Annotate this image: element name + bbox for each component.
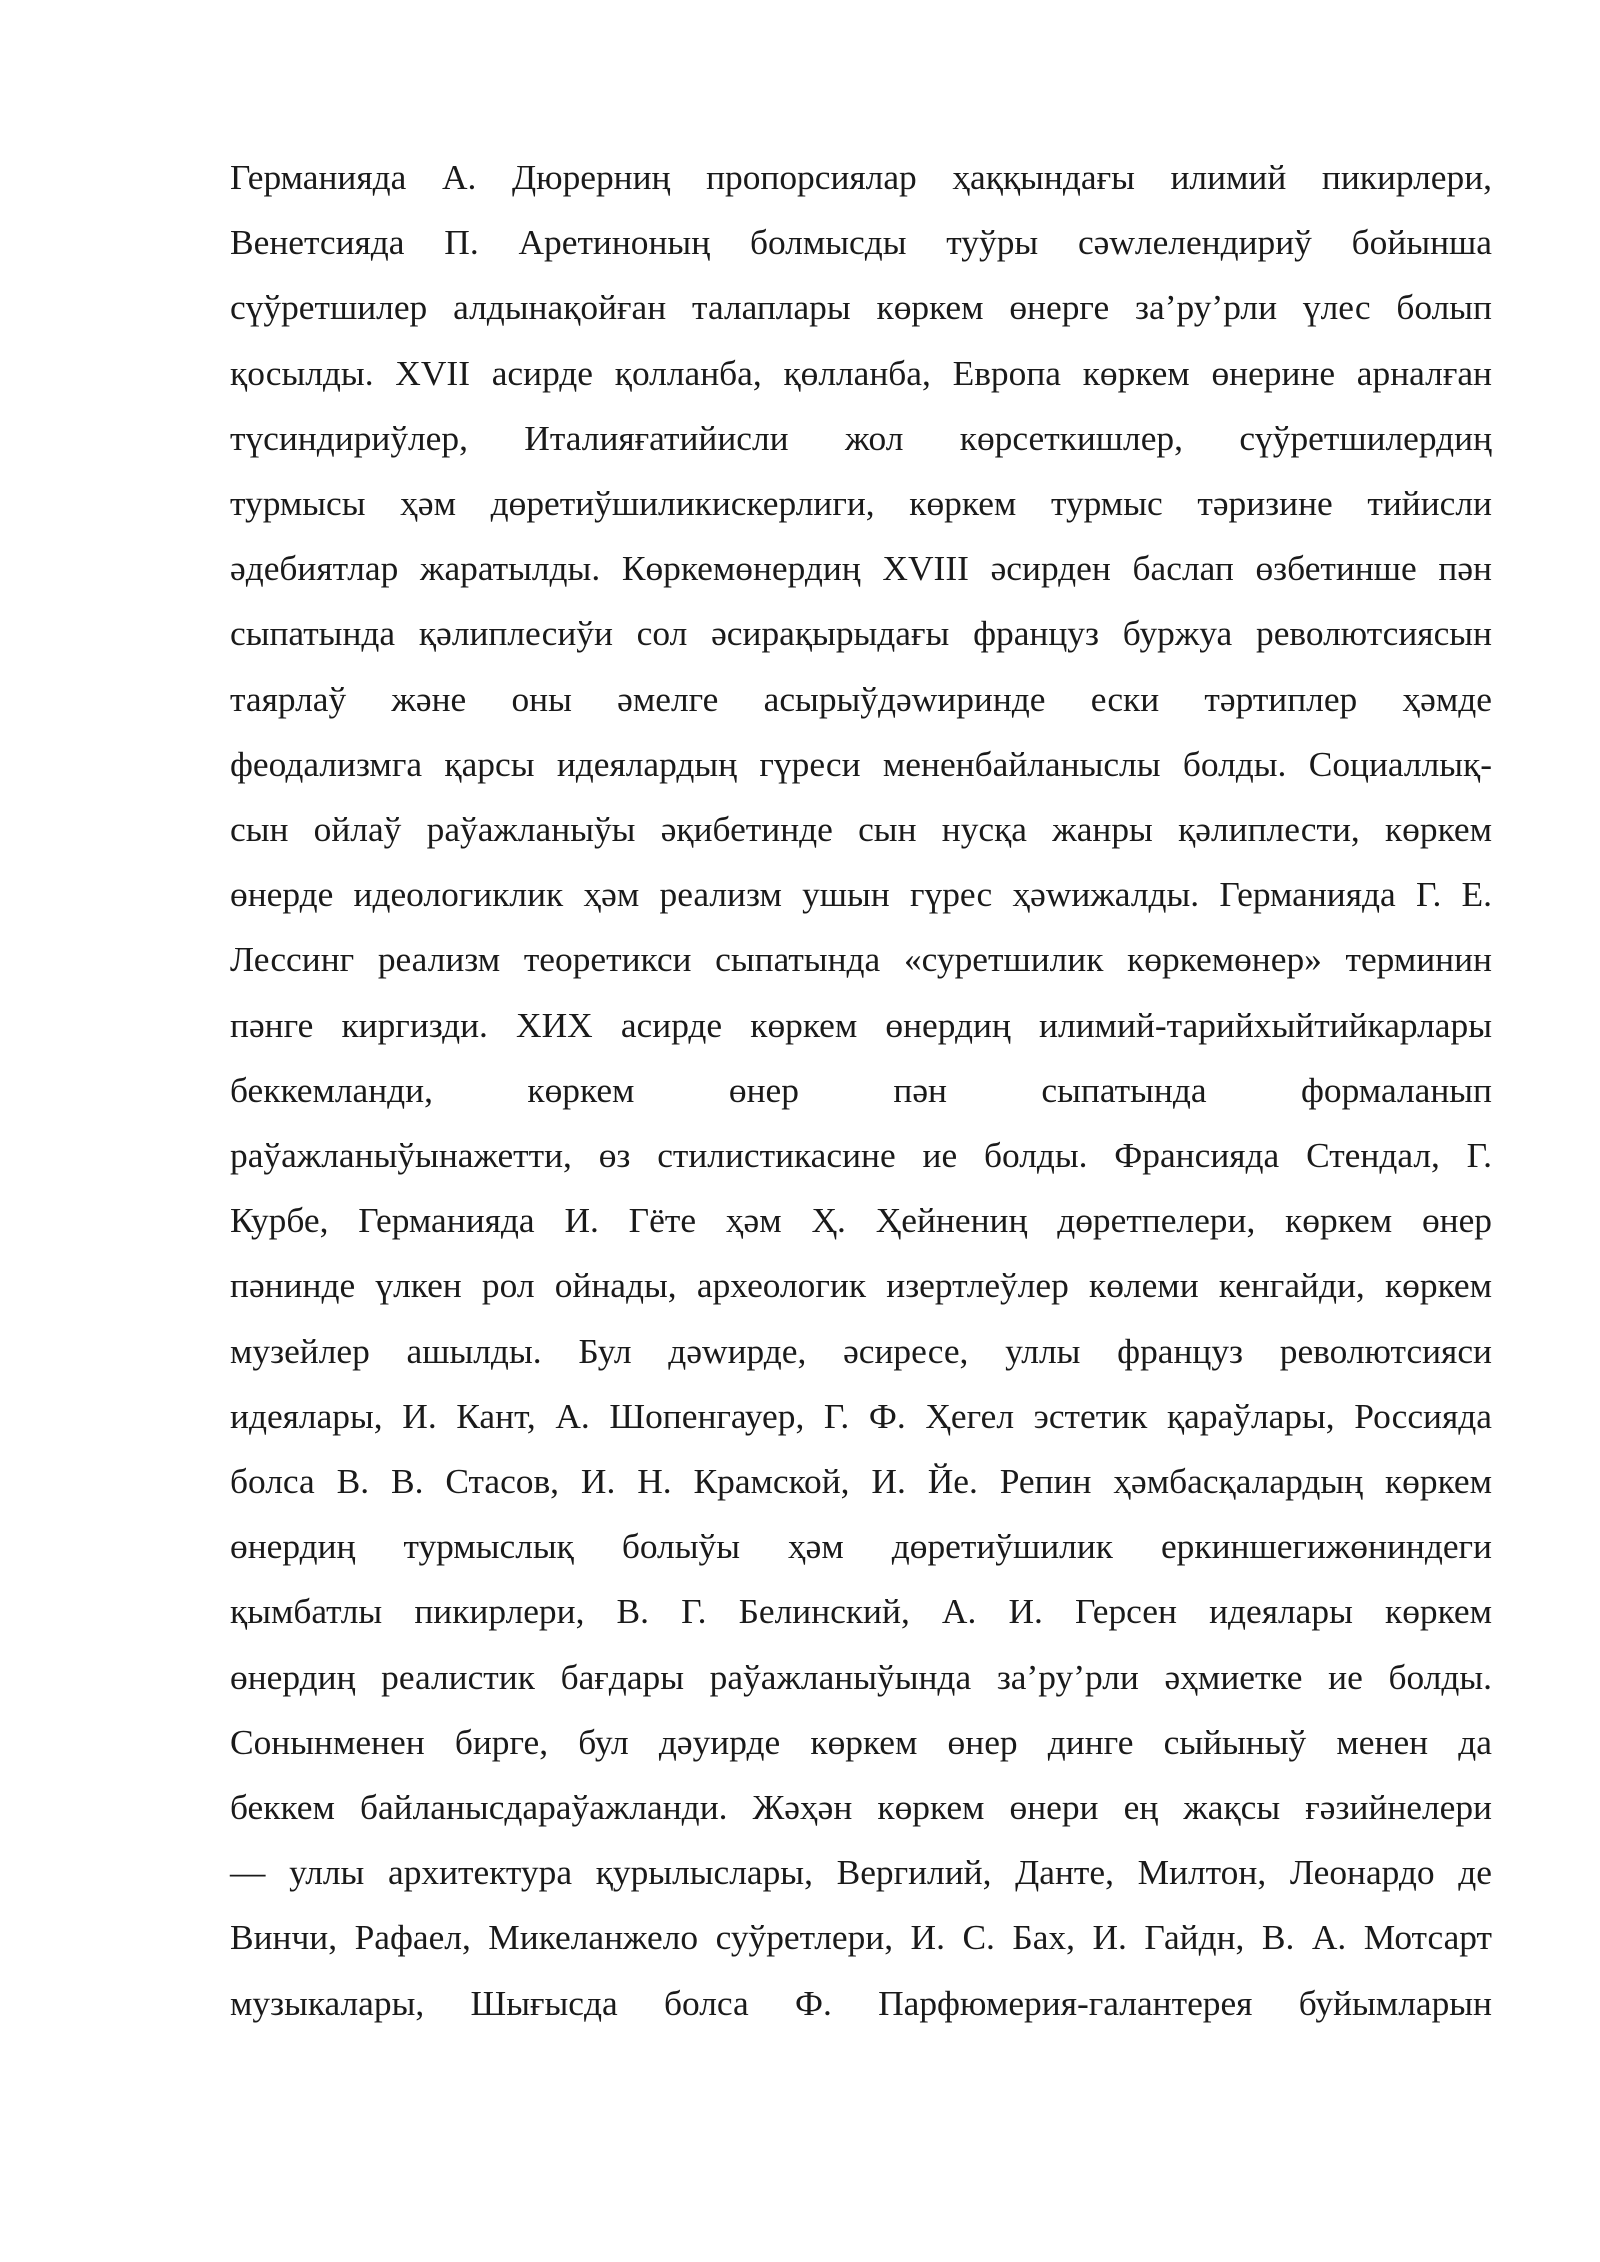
text-line: қосылды. XVII асирде қолланба, қөлланба, Европа көркем өнерине арналған	[230, 352, 1492, 393]
text-line: беккемланди, көркем өнер пән сыпатында формаланып	[230, 1069, 1492, 1110]
text-line: әдебиятлар жаратылды. Көркемөнердиң XVIII әсирден баслап өзбетинше пән	[230, 548, 1492, 589]
text-line: қымбатлы пикирлери, В. Г. Белинский, А. И. Герсен идеялары көркем	[230, 1591, 1492, 1632]
text-line: пәнге киргизди. ХИХ асирде көркем өнердиң илимий-тарийхыйтийкарлары	[230, 1004, 1492, 1045]
text-line: музейлер ашылды. Бул дәwирде, әсиресе, уллы француз револютсияси	[230, 1330, 1492, 1371]
text-line: сыпатында қәлиплесиўи сол әсирақырыдағы француз буржуа револютсиясын	[230, 613, 1492, 654]
text-line: беккем байланысдараўажланди. Жәҳән көркем өнери ең жақсы ғәзийнелери	[230, 1787, 1492, 1828]
text-line: сын ойлаў раўажланыўы әқибетинде сын нусқа жанры қәлиплести, көркем	[230, 809, 1492, 850]
text-line: Сонынменен бирге, бул дәуирде көркем өнер динге сыйыныў менен да	[230, 1721, 1492, 1762]
text-line: турмысы ҳәм дөретиўшиликискерлиги, көркем турмыс тәризине тийисли	[230, 483, 1492, 524]
text-line: Винчи, Рафаел, Микеланжело суўретлери, И. С. Бах, И. Гайдн, В. А. Мотсарт	[230, 1917, 1492, 1958]
text-line: Курбе, Германияда И. Гёте ҳәм Ҳ. Ҳейнениң дөретпелери, көркем өнер	[230, 1200, 1492, 1241]
text-line: болса В. В. Стасов, И. Н. Крамской, И. Йе. Репин ҳәмбасқалардың көркем	[230, 1461, 1492, 1502]
text-line: өнердиң реалистик бағдары раўажланыўында за’ру’рли әҳмиетке ие болды.	[230, 1656, 1492, 1697]
text-line: пәнинде үлкен рол ойнады, археологик изертлеўлер көлеми кенгайди, көркем	[230, 1265, 1492, 1306]
body-paragraph	[230, 145, 1492, 2036]
text-line: өнердиң турмыслық болыўы ҳәм дөретиўшилик еркиншегижөниндеги	[230, 1526, 1492, 1567]
text-line: Лессинг реализм теоретикси сыпатында «суретшилик көркемөнер» терминин	[230, 939, 1492, 980]
text-line: сүўретшилер алдынақойған талаплары көркем өнерге за’ру’рли үлес болып	[230, 287, 1492, 328]
text-line: — уллы архитектура қурылыслары, Вергилий, Данте, Милтон, Леонардо де	[230, 1852, 1492, 1893]
text-line: таярлаў жәнe оны әмелге асырыўдәwиринде ески тәртиплер ҳәмде	[230, 678, 1492, 719]
text-line: Германияда А. Дюрерниң пропорсиялар ҳаққындағы илимий пикирлери,	[230, 157, 1492, 197]
text-line: музыкалары, Шығысда болса Ф. Парфюмерия-галантерея буйымларын	[230, 1982, 1492, 2023]
text-line: идеялары, И. Кант, А. Шопенгауер, Г. Ф. Ҳегел эстетик қараўлары, Россияда	[230, 1395, 1492, 1436]
text-line: феодализмга қарсы идеялардың гүреси мененбайланыслы болды. Социаллық-	[230, 743, 1492, 784]
text-line: түсиндириўлер, Италияғатийисли жол көрсеткишлер, сүўретшилердиң	[230, 417, 1492, 458]
text-line: өнерде идеологиклик ҳәм реализм ушын гүрес ҳәwижалды. Германияда Г. Е.	[230, 874, 1492, 915]
text-line: Венетсияда П. Аретиноның болмысды туўры сәwлелендириў бойынша	[230, 222, 1492, 263]
text-line: раўажланыўынажетти, өз стилистикасине ие болды. Франсияда Стендал, Г.	[230, 1135, 1492, 1176]
